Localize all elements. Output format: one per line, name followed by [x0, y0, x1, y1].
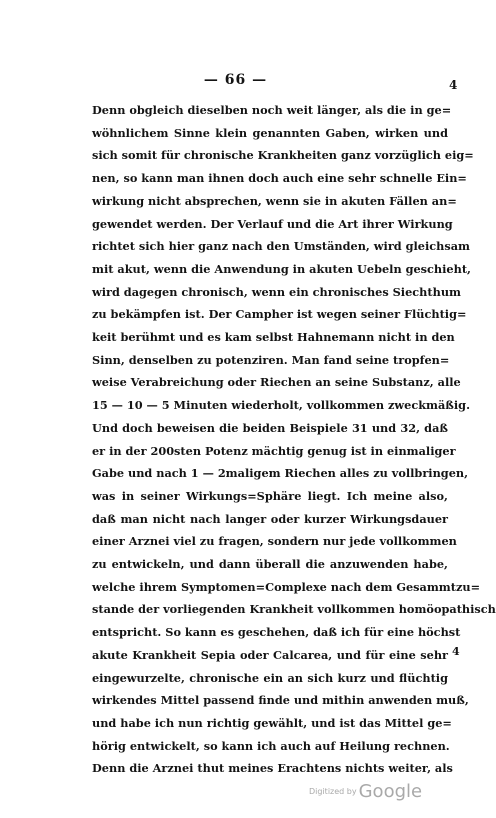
text-line: akute Krankheit Sepia oder Calcarea, und für eine sehr	[92, 647, 448, 662]
text-line: gewendet werden. Der Verlauf und die Art ihrer Wirkung	[92, 216, 453, 231]
google-watermark	[309, 781, 422, 802]
text-line: Denn die Arznei thut meines Erachtens nichts weiter, als	[92, 761, 453, 776]
text-line: wöhnlichem Sinne klein genannten Gaben, wirken und	[92, 125, 448, 140]
text-line: Sinn, denselben zu potenziren. Man fand seine tropfen=	[92, 352, 450, 367]
text-line: nen, so kann man ihnen doch auch eine sehr schnelle Ein=	[92, 171, 467, 186]
text-line: wird dagegen chronisch, wenn ein chronisches Siechthum	[92, 284, 461, 299]
text-line: sich somit für chronische Krankheiten ganz vorzüglich eig=	[92, 148, 474, 163]
text-line: und habe ich nun richtig gewählt, und ist das Mittel ge=	[92, 715, 452, 730]
page-number: — 66 —	[203, 72, 268, 88]
text-line: Denn obgleich dieselben noch weit länger, als die in ge=	[92, 103, 452, 117]
corner-mark: 4	[449, 78, 458, 92]
text-line: er in der 200sten Potenz mächtig genug ist in einmaliger	[92, 443, 456, 458]
text-line: welche ihrem Symptomen=Complexe nach dem Gesammtzu=	[92, 579, 481, 594]
text-line: weise Verabreichung oder Riechen an seine Substanz, alle	[92, 375, 461, 390]
text-line: zu entwickeln, und dann überall die anzuwenden habe,	[92, 557, 448, 572]
text-line: was in seiner Wirkungs=Sphäre liegt. Ich meine also,	[92, 488, 448, 503]
text-line: entspricht. So kann es geschehen, daß ich für eine höchst	[92, 625, 461, 640]
text-line: Und doch beweisen die beiden Beispiele 31 und 32, daß	[92, 420, 448, 435]
text-line: 15 — 10 — 5 Minuten wiederholt, vollkommen zweckmäßig.	[92, 398, 470, 413]
text-line: wirkung nicht absprechen, wenn sie in akuten Fällen an=	[92, 193, 457, 208]
text-line: richtet sich hier ganz nach den Umständen, wird gleichsam	[92, 239, 470, 254]
text-line: hörig entwickelt, so kann ich auch auf Heilung rechnen.	[92, 738, 450, 753]
text-line: Gabe und nach 1 — 2maligem Riechen alles zu vollbringen,	[92, 466, 469, 481]
text-line: wirkendes Mittel passend finde und mithin anwenden muß,	[92, 693, 469, 708]
text-line: daß man nicht nach langer oder kurzer Wirkungsdauer	[92, 511, 448, 526]
text-line: stande der vorliegenden Krankheit vollkommen homöopathisch	[92, 602, 496, 617]
google-logo: Google	[358, 781, 423, 802]
text-line: einer Arznei viel zu fragen, sondern nur jede vollkommen	[92, 534, 457, 549]
watermark-prefix: Digitized by	[309, 787, 357, 796]
text-line: eingewurzelte, chronische ein an sich kurz und flüchtig	[92, 670, 448, 685]
body-text	[92, 99, 496, 780]
margin-mark: 4	[452, 645, 460, 658]
text-line: mit akut, wenn die Anwendung in akuten Uebeln geschieht,	[92, 261, 471, 276]
text-line: keit berühmt und es kam selbst Hahnemann nicht in den	[92, 330, 455, 345]
text-line: zu bekämpfen ist. Der Campher ist wegen seiner Flüchtig=	[92, 307, 467, 322]
